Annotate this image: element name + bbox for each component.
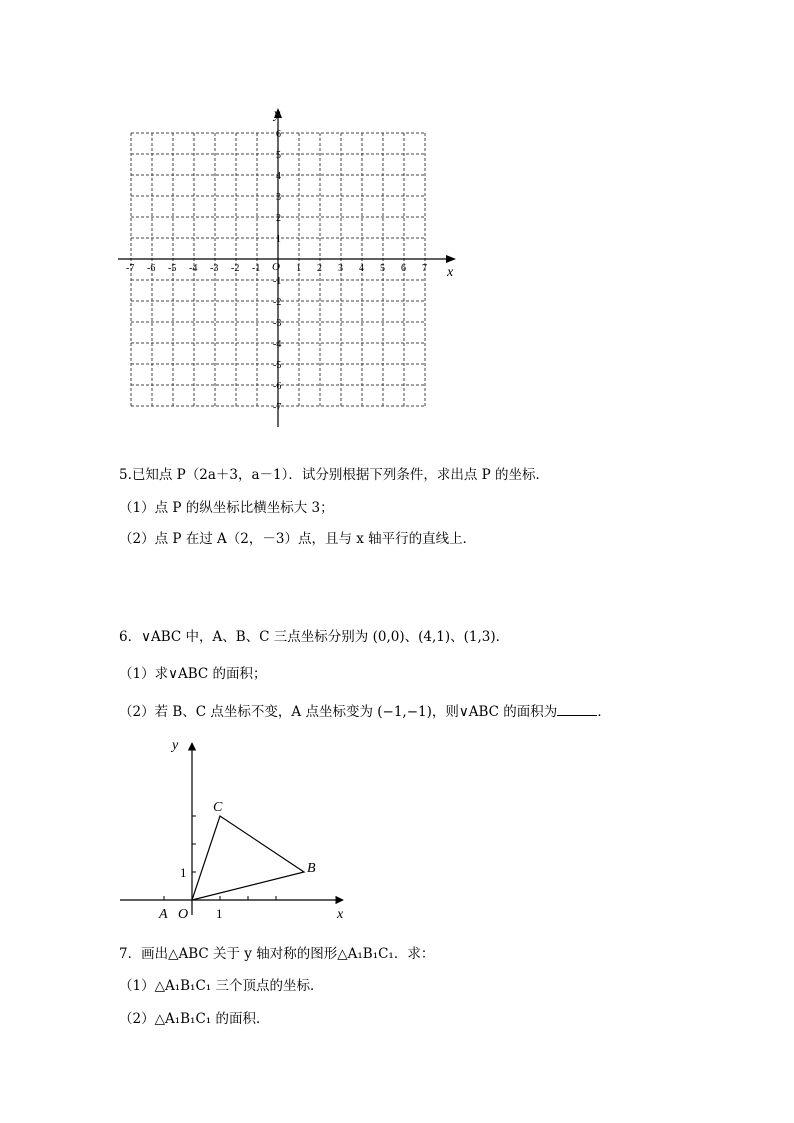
question-6-part-2-text: （2）若 B、C 点坐标不变，A 点坐标变为 (−1,−1)，则∨ABC 的面积为 bbox=[119, 704, 558, 720]
coordinate-grid-figure bbox=[110, 100, 470, 435]
grid-x-tick-label: 3 bbox=[338, 263, 343, 274]
grid-x-tick-label: -1 bbox=[252, 263, 261, 274]
triangle-y-label: y bbox=[172, 738, 179, 753]
grid-x-tick-label: -6 bbox=[147, 263, 156, 274]
grid-x-tick-label: 5 bbox=[380, 263, 385, 274]
grid-y-tick-label: 3 bbox=[276, 192, 281, 203]
grid-y-tick-label: 1 bbox=[276, 234, 281, 245]
grid-x-tick-label: 6 bbox=[401, 263, 406, 274]
grid-y-tick-label: -3 bbox=[273, 318, 282, 329]
grid-origin-label: O bbox=[272, 261, 280, 273]
grid-x-tick-label: 7 bbox=[422, 263, 427, 274]
grid-x-axis-arrow bbox=[446, 255, 456, 263]
grid-x-axis-label: x bbox=[447, 265, 454, 280]
grid-y-tick-label: 4 bbox=[276, 171, 281, 182]
grid-x-tick-label: -3 bbox=[210, 263, 219, 274]
grid-x-tick-label: 1 bbox=[296, 263, 301, 274]
question-5-stem bbox=[119, 466, 549, 484]
grid-x-tick-label: -5 bbox=[168, 263, 177, 274]
point-b-label: B bbox=[307, 861, 316, 876]
grid-x-tick-label: -7 bbox=[126, 263, 135, 274]
grid-x-tick-label: 4 bbox=[359, 263, 364, 274]
question-7-part-2: （2）△A₁B₁C₁ 的面积． bbox=[119, 1011, 270, 1027]
question-5-part-2: （2）点 P 在过 A（2，－3）点，且与 x 轴平行的直线上． bbox=[119, 531, 477, 547]
triangle-x-label: x bbox=[337, 907, 344, 922]
question-6-part-2-end: ． bbox=[597, 704, 611, 720]
y-tick-1-label: 1 bbox=[180, 865, 187, 880]
grid-y-tick-label: 2 bbox=[276, 213, 281, 224]
triangle-origin-label: O bbox=[178, 907, 189, 922]
question-5-text: .已知点 P（2a＋3，a－1）．试分别根据下列条件，求出点 P 的坐标． bbox=[127, 467, 550, 483]
grid-y-tick-label: -4 bbox=[273, 339, 282, 350]
question-5-number: 5 bbox=[119, 467, 128, 483]
triangle-abc bbox=[192, 816, 304, 900]
point-a-label: A bbox=[159, 907, 168, 922]
point-c-label: C bbox=[213, 800, 223, 815]
question-6-text: ．∨ABC 中，A、B、C 三点坐标分别为 (0,0)、(4,1)、(1,3)． bbox=[127, 629, 510, 645]
grid-y-tick-label: 6 bbox=[276, 129, 281, 140]
triangle-figure bbox=[115, 735, 360, 925]
question-6-part-2 bbox=[119, 703, 611, 721]
question-7-stem bbox=[119, 945, 434, 963]
grid-y-axis-label: y bbox=[274, 107, 281, 122]
question-6-number: 6 bbox=[119, 629, 128, 645]
grid-y-tick-label: -5 bbox=[273, 360, 282, 371]
question-7-number: 7 bbox=[119, 946, 128, 962]
question-7-text: ．画出△ABC 关于 y 轴对称的图形△A₁B₁C₁．求： bbox=[127, 946, 435, 962]
grid-x-tick-label: -2 bbox=[231, 263, 240, 274]
question-7-part-1: （1）△A₁B₁C₁ 三个顶点的坐标． bbox=[119, 978, 324, 994]
grid-y-tick-label: -2 bbox=[273, 297, 282, 308]
grid-y-tick-label: -6 bbox=[273, 381, 282, 392]
grid-y-tick-label: -7 bbox=[273, 402, 282, 413]
question-6-stem bbox=[119, 628, 509, 646]
grid-y-tick-label: -1 bbox=[273, 276, 282, 287]
grid-y-tick-label: 5 bbox=[276, 150, 281, 161]
question-6-part-1: （1）求∨ABC 的面积； bbox=[119, 666, 267, 682]
question-5-part-1: （1）点 P 的纵坐标比横坐标大 3； bbox=[119, 500, 334, 516]
x-tick-1-label: 1 bbox=[216, 906, 223, 921]
grid-x-tick-label: 2 bbox=[317, 263, 322, 274]
answer-blank[interactable] bbox=[557, 703, 597, 716]
grid-x-tick-label: -4 bbox=[189, 263, 198, 274]
